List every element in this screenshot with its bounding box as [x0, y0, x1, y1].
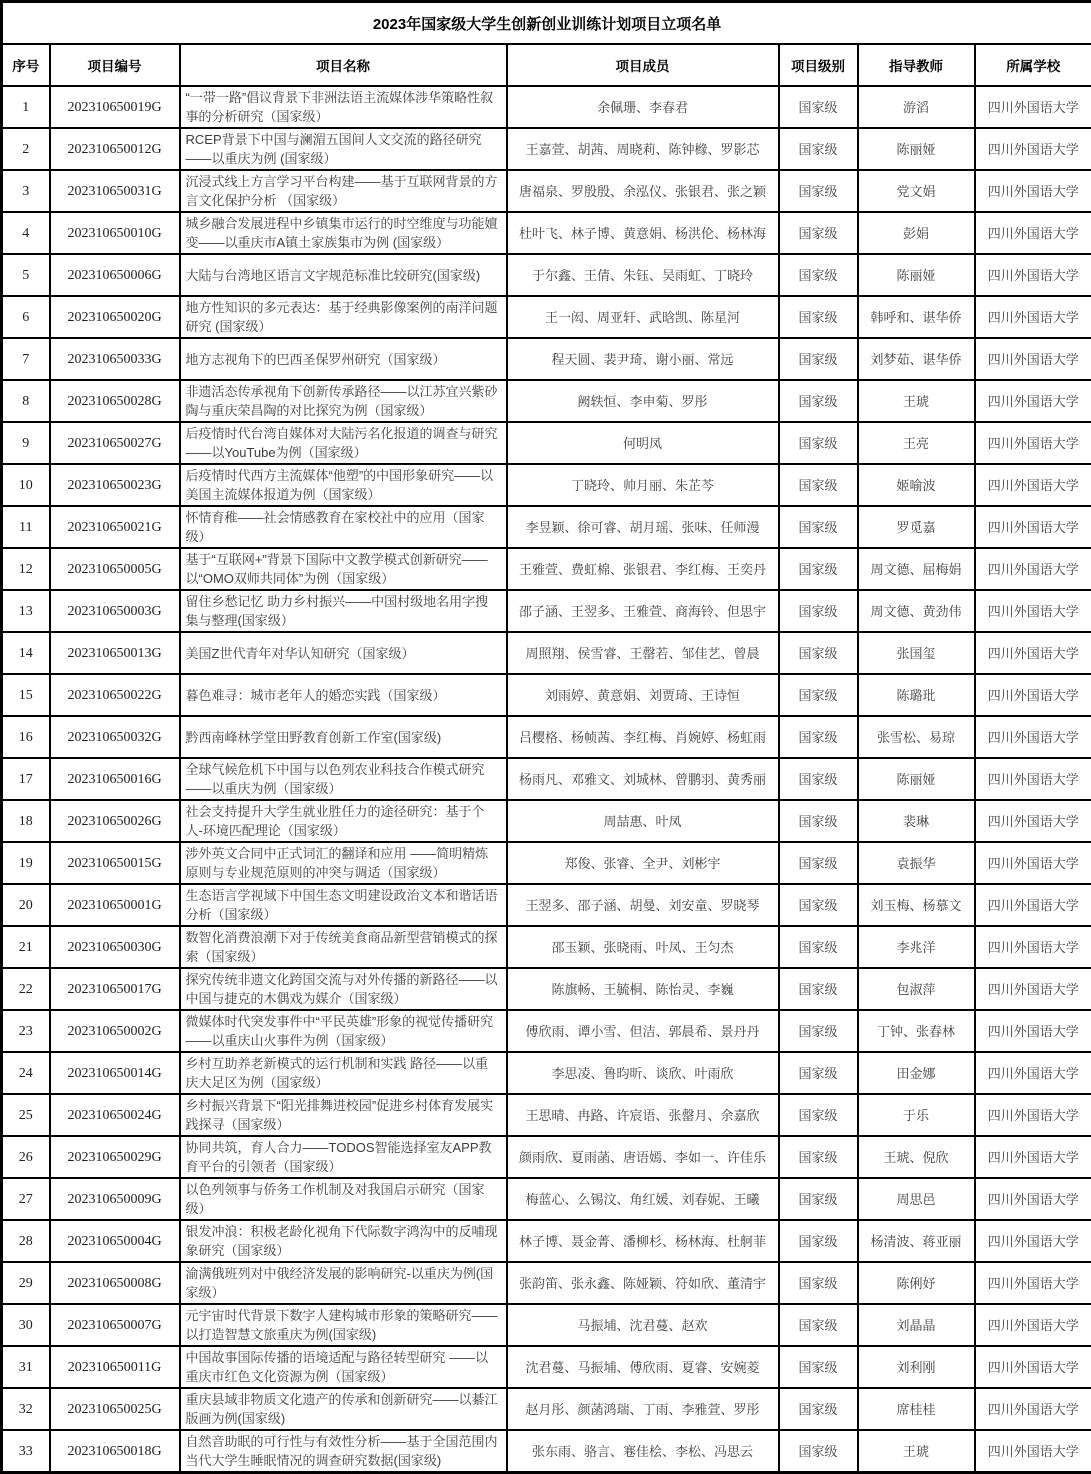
- school-cell: 四川外国语大学: [975, 1430, 1091, 1473]
- level-cell: 国家级: [779, 674, 858, 716]
- level-cell: 国家级: [779, 926, 858, 968]
- level-cell: 国家级: [779, 254, 858, 296]
- members-cell: 张韵笛、张永鑫、陈娅颖、符如欣、董清宇: [507, 1262, 779, 1304]
- level-cell: 国家级: [779, 1178, 858, 1220]
- table-row: [2, 926, 1091, 968]
- advisor-cell: 彭娟: [858, 212, 975, 254]
- no-cell: 28: [2, 1220, 50, 1262]
- level-cell: 国家级: [779, 1430, 858, 1473]
- table-row: [2, 1178, 1091, 1220]
- table-row: [2, 1262, 1091, 1304]
- advisor-cell: 陈丽娅: [858, 758, 975, 800]
- project-id-cell: 202310650015G: [50, 842, 180, 884]
- members-cell: 陈旗畅、王毓桐、陈怡灵、李巍: [507, 968, 779, 1010]
- school-cell: 四川外国语大学: [975, 884, 1091, 926]
- no-cell: 6: [2, 296, 50, 338]
- project-id-cell: 202310650011G: [50, 1346, 180, 1388]
- page-title: 2023年国家级大学生创新创业训练计划项目立项名单: [2, 2, 1091, 45]
- no-cell: 13: [2, 590, 50, 632]
- no-cell: 23: [2, 1010, 50, 1052]
- project-name-cell: 数智化消费浪潮下对于传统美食商品新型营销模式的探索（国家级）: [180, 926, 507, 968]
- project-name-cell: 全球气候危机下中国与以色列农业科技合作模式研究——以重庆为例（国家级）: [180, 758, 507, 800]
- project-id-cell: 202310650009G: [50, 1178, 180, 1220]
- table-row: [2, 212, 1091, 254]
- col-header-project-name: 项目名称: [180, 44, 507, 86]
- school-cell: 四川外国语大学: [975, 170, 1091, 212]
- level-cell: 国家级: [779, 758, 858, 800]
- members-cell: 沈君蔓、马振埔、傅欣雨、夏睿、安婉菱: [507, 1346, 779, 1388]
- no-cell: 17: [2, 758, 50, 800]
- members-cell: 傅欣雨、谭小雪、但洁、郭晨希、景丹丹: [507, 1010, 779, 1052]
- project-name-cell: 沉浸式线上方言学习平台构建——基于互联网背景的方言文化保护分析 （国家级）: [180, 170, 507, 212]
- level-cell: 国家级: [779, 1304, 858, 1346]
- table-row: [2, 128, 1091, 170]
- table-row: [2, 296, 1091, 338]
- school-cell: 四川外国语大学: [975, 254, 1091, 296]
- project-id-cell: 202310650002G: [50, 1010, 180, 1052]
- table-row: [2, 1136, 1091, 1178]
- no-cell: 15: [2, 674, 50, 716]
- project-name-cell: 探究传统非遗文化跨国交流与对外传播的新路径——以中国与捷克的木偶戏为媒介（国家级）: [180, 968, 507, 1010]
- no-cell: 32: [2, 1388, 50, 1430]
- members-cell: 余佩珊、李春君: [507, 86, 779, 128]
- members-cell: 周喆惠、叶凤: [507, 800, 779, 842]
- no-cell: 8: [2, 380, 50, 422]
- members-cell: 郑俊、张睿、全尹、刘彬宇: [507, 842, 779, 884]
- school-cell: 四川外国语大学: [975, 296, 1091, 338]
- project-id-cell: 202310650029G: [50, 1136, 180, 1178]
- table-row: [2, 590, 1091, 632]
- no-cell: 18: [2, 800, 50, 842]
- table-row: [2, 1010, 1091, 1052]
- level-cell: 国家级: [779, 1388, 858, 1430]
- project-id-cell: 202310650032G: [50, 716, 180, 758]
- project-id-cell: 202310650003G: [50, 590, 180, 632]
- school-cell: 四川外国语大学: [975, 1346, 1091, 1388]
- project-name-cell: 社会支持提升大学生就业胜任力的途径研究：基于个人-环境匹配理论（国家级）: [180, 800, 507, 842]
- project-name-cell: 渝满俄班列对中俄经济发展的影响研究-以重庆为例(国家级）: [180, 1262, 507, 1304]
- table-row: [2, 1094, 1091, 1136]
- no-cell: 27: [2, 1178, 50, 1220]
- advisor-cell: 田金娜: [858, 1052, 975, 1094]
- project-name-cell: 生态语言学视域下中国生态文明建设政治文本和谐话语分析（国家级）: [180, 884, 507, 926]
- table-row: [2, 716, 1091, 758]
- advisor-cell: 陈俐妤: [858, 1262, 975, 1304]
- members-cell: 王嘉萱、胡茜、周晓莉、陈钟橼、罗影芯: [507, 128, 779, 170]
- project-name-cell: 中国故事国际传播的语境适配与路径转型研究 ——以重庆市红色文化资源为例（国家级）: [180, 1346, 507, 1388]
- project-name-cell: “一带一路”倡议背景下非洲法语主流媒体涉华策略性叙事的分析研究（国家级）: [180, 86, 507, 128]
- advisor-cell: 杨清波、蒋亚丽: [858, 1220, 975, 1262]
- table-row: [2, 1052, 1091, 1094]
- table-row: [2, 380, 1091, 422]
- level-cell: 国家级: [779, 212, 858, 254]
- project-id-cell: 202310650027G: [50, 422, 180, 464]
- project-id-cell: 202310650020G: [50, 296, 180, 338]
- members-cell: 张东雨、骆言、寋佳桧、李松、冯思云: [507, 1430, 779, 1473]
- level-cell: 国家级: [779, 1346, 858, 1388]
- advisor-cell: 张雪松、易琼: [858, 716, 975, 758]
- table-row: [2, 1304, 1091, 1346]
- table-row: [2, 506, 1091, 548]
- no-cell: 21: [2, 926, 50, 968]
- project-name-cell: 银发冲浪：积极老龄化视角下代际数字鸿沟中的反哺现象研究（国家级）: [180, 1220, 507, 1262]
- project-id-cell: 202310650017G: [50, 968, 180, 1010]
- no-cell: 22: [2, 968, 50, 1010]
- table-row: [2, 422, 1091, 464]
- project-name-cell: 美国Z世代青年对华认知研究（国家级）: [180, 632, 507, 674]
- advisor-cell: 袁振华: [858, 842, 975, 884]
- level-cell: 国家级: [779, 338, 858, 380]
- table-row: [2, 968, 1091, 1010]
- members-cell: 周照翔、侯雪睿、王罄若、邹佳艺、曾晨: [507, 632, 779, 674]
- project-id-cell: 202310650016G: [50, 758, 180, 800]
- members-cell: 马振埔、沈君蔓、赵欢: [507, 1304, 779, 1346]
- table-row: [2, 1346, 1091, 1388]
- no-cell: 20: [2, 884, 50, 926]
- advisor-cell: 丁钟、张春林: [858, 1010, 975, 1052]
- project-name-cell: 乡村振兴背景下“阳光排舞进校园”促进乡村体育发展实践探寻（国家级）: [180, 1094, 507, 1136]
- school-cell: 四川外国语大学: [975, 632, 1091, 674]
- school-cell: 四川外国语大学: [975, 674, 1091, 716]
- level-cell: 国家级: [779, 590, 858, 632]
- school-cell: 四川外国语大学: [975, 1262, 1091, 1304]
- level-cell: 国家级: [779, 464, 858, 506]
- members-cell: 赵月彤、颜菡鸿瑞、丁雨、李雅萱、罗彤: [507, 1388, 779, 1430]
- project-name-cell: 乡村互助养老新模式的运行机制和实践 路径——以重庆大足区为例（国家级）: [180, 1052, 507, 1094]
- table-row: [2, 170, 1091, 212]
- project-name-cell: 留住乡愁记忆 助力乡村振兴——中国村级地名用字搜集与整理(国家级）: [180, 590, 507, 632]
- level-cell: 国家级: [779, 968, 858, 1010]
- advisor-cell: 韩呼和、谌华侨: [858, 296, 975, 338]
- members-cell: 于尔鑫、王倩、朱钰、吴雨虹、丁晓玲: [507, 254, 779, 296]
- level-cell: 国家级: [779, 128, 858, 170]
- table-row: [2, 1430, 1091, 1473]
- project-name-cell: 怀情育稚——社会情感教育在家校社中的应用（国家级）: [180, 506, 507, 548]
- project-id-cell: 202310650026G: [50, 800, 180, 842]
- project-name-cell: 暮色难寻：城市老年人的婚恋实践（国家级）: [180, 674, 507, 716]
- table-row: [2, 86, 1091, 128]
- project-name-cell: 地方性知识的多元表达：基于经典影像案例的南洋问题研究 (国家级）: [180, 296, 507, 338]
- no-cell: 1: [2, 86, 50, 128]
- level-cell: 国家级: [779, 1220, 858, 1262]
- no-cell: 11: [2, 506, 50, 548]
- no-cell: 7: [2, 338, 50, 380]
- members-cell: 杜叶飞、林子博、黄意娟、杨洪伦、杨林海: [507, 212, 779, 254]
- school-cell: 四川外国语大学: [975, 842, 1091, 884]
- project-id-cell: 202310650023G: [50, 464, 180, 506]
- school-cell: 四川外国语大学: [975, 548, 1091, 590]
- level-cell: 国家级: [779, 1136, 858, 1178]
- level-cell: 国家级: [779, 380, 858, 422]
- level-cell: 国家级: [779, 1052, 858, 1094]
- school-cell: 四川外国语大学: [975, 800, 1091, 842]
- advisor-cell: 王亮: [858, 422, 975, 464]
- project-id-cell: 202310650030G: [50, 926, 180, 968]
- level-cell: 国家级: [779, 884, 858, 926]
- project-id-cell: 202310650010G: [50, 212, 180, 254]
- project-name-cell: 非遗活态传承视角下创新传承路径——以江苏宜兴紫砂陶与重庆荣昌陶的对比探究为例（国家级）: [180, 380, 507, 422]
- table-row: [2, 884, 1091, 926]
- no-cell: 4: [2, 212, 50, 254]
- members-cell: 颜雨欣、夏雨菡、唐语嫣、李如一、许佳乐: [507, 1136, 779, 1178]
- col-header-advisor: 指导教师: [858, 44, 975, 86]
- school-cell: 四川外国语大学: [975, 758, 1091, 800]
- project-id-cell: 202310650013G: [50, 632, 180, 674]
- school-cell: 四川外国语大学: [975, 128, 1091, 170]
- project-id-cell: 202310650021G: [50, 506, 180, 548]
- project-name-cell: 地方志视角下的巴西圣保罗州研究（国家级）: [180, 338, 507, 380]
- project-name-cell: 基于“互联网+”背景下国际中文教学模式创新研究——以“OMO双师共同体”为例（国家级）: [180, 548, 507, 590]
- col-header-members: 项目成员: [507, 44, 779, 86]
- no-cell: 19: [2, 842, 50, 884]
- project-id-cell: 202310650022G: [50, 674, 180, 716]
- advisor-cell: 刘玉梅、杨慕文: [858, 884, 975, 926]
- school-cell: 四川外国语大学: [975, 1052, 1091, 1094]
- project-id-cell: 202310650033G: [50, 338, 180, 380]
- advisor-cell: 包淑萍: [858, 968, 975, 1010]
- level-cell: 国家级: [779, 632, 858, 674]
- members-cell: 李思凌、鲁昀昕、谈欣、叶雨欣: [507, 1052, 779, 1094]
- school-cell: 四川外国语大学: [975, 590, 1091, 632]
- project-id-cell: 202310650001G: [50, 884, 180, 926]
- level-cell: 国家级: [779, 86, 858, 128]
- project-id-cell: 202310650014G: [50, 1052, 180, 1094]
- table-row: [2, 632, 1091, 674]
- school-cell: 四川外国语大学: [975, 716, 1091, 758]
- no-cell: 25: [2, 1094, 50, 1136]
- members-cell: 李昱颖、徐可睿、胡月瑶、张味、任师漫: [507, 506, 779, 548]
- members-cell: 王雅萱、费虹棉、张银君、李红梅、王奕丹: [507, 548, 779, 590]
- table-row: [2, 1220, 1091, 1262]
- members-cell: 王思晴、冉路、许宸语、张罄月、余嘉欣: [507, 1094, 779, 1136]
- project-name-cell: 黔西南峰林学堂田野教育创新工作室(国家级): [180, 716, 507, 758]
- level-cell: 国家级: [779, 170, 858, 212]
- advisor-cell: 陈丽娅: [858, 254, 975, 296]
- school-cell: 四川外国语大学: [975, 1220, 1091, 1262]
- table-row: [2, 800, 1091, 842]
- project-name-cell: 后疫情时代西方主流媒体“他塑”的中国形象研究——以美国主流媒体报道为例（国家级）: [180, 464, 507, 506]
- project-name-cell: 微媒体时代突发事件中“平民英雄”形象的视觉传播研究 ——以重庆山火事件为例（国家级）: [180, 1010, 507, 1052]
- table-row: [2, 758, 1091, 800]
- col-header-project-id: 项目编号: [50, 44, 180, 86]
- members-cell: 阙轶恒、李申菊、罗彤: [507, 380, 779, 422]
- school-cell: 四川外国语大学: [975, 1010, 1091, 1052]
- school-cell: 四川外国语大学: [975, 926, 1091, 968]
- level-cell: 国家级: [779, 716, 858, 758]
- no-cell: 33: [2, 1430, 50, 1473]
- project-id-cell: 202310650006G: [50, 254, 180, 296]
- members-cell: 何明凤: [507, 422, 779, 464]
- members-cell: 林子博、聂金菁、潘柳杉、杨林海、杜舸菲: [507, 1220, 779, 1262]
- level-cell: 国家级: [779, 842, 858, 884]
- no-cell: 10: [2, 464, 50, 506]
- school-cell: 四川外国语大学: [975, 464, 1091, 506]
- advisor-cell: 刘晶晶: [858, 1304, 975, 1346]
- project-name-cell: 以色列领事与侨务工作机制及对我国启示研究（国家级）: [180, 1178, 507, 1220]
- table-row: [2, 842, 1091, 884]
- advisor-cell: 李兆洋: [858, 926, 975, 968]
- advisor-cell: 裴琳: [858, 800, 975, 842]
- members-cell: 杨雨凡、邓雅文、刘城林、曾鹏羽、黄秀丽: [507, 758, 779, 800]
- project-id-cell: 202310650007G: [50, 1304, 180, 1346]
- project-id-cell: 202310650018G: [50, 1430, 180, 1473]
- table-row: [2, 1388, 1091, 1430]
- project-name-cell: 后疫情时代台湾自媒体对大陆污名化报道的调查与研究——以YouTube为例（国家级）: [180, 422, 507, 464]
- members-cell: 梅蓝心、么锡汶、角红媛、刘春妮、王曦: [507, 1178, 779, 1220]
- school-cell: 四川外国语大学: [975, 506, 1091, 548]
- no-cell: 16: [2, 716, 50, 758]
- advisor-cell: 姬喻波: [858, 464, 975, 506]
- advisor-cell: 王琥: [858, 380, 975, 422]
- level-cell: 国家级: [779, 1094, 858, 1136]
- level-cell: 国家级: [779, 548, 858, 590]
- project-id-cell: 202310650028G: [50, 380, 180, 422]
- advisor-cell: 周思邑: [858, 1178, 975, 1220]
- school-cell: 四川外国语大学: [975, 1304, 1091, 1346]
- project-name-cell: 协同共筑，育人合力——TODOS智能选择室友APP教育平台的引领者（国家级）: [180, 1136, 507, 1178]
- members-cell: 刘雨婷、黄意娟、刘贾琦、王诗恒: [507, 674, 779, 716]
- school-cell: 四川外国语大学: [975, 1388, 1091, 1430]
- level-cell: 国家级: [779, 800, 858, 842]
- level-cell: 国家级: [779, 422, 858, 464]
- advisor-cell: 刘梦茹、谌华侨: [858, 338, 975, 380]
- members-cell: 丁晓玲、帅月丽、朱芷芩: [507, 464, 779, 506]
- advisor-cell: 席桂桂: [858, 1388, 975, 1430]
- members-cell: 唐福泉、罗殷殷、余泓仪、张银君、张之颖: [507, 170, 779, 212]
- table-row: [2, 464, 1091, 506]
- header-row: [2, 44, 1091, 86]
- advisor-cell: 刘利刚: [858, 1346, 975, 1388]
- members-cell: 程天圆、裴尹琦、谢小丽、常远: [507, 338, 779, 380]
- project-id-cell: 202310650005G: [50, 548, 180, 590]
- no-cell: 5: [2, 254, 50, 296]
- advisor-cell: 张国玺: [858, 632, 975, 674]
- project-name-cell: 自然音助眠的可行性与有效性分析——基于全国范围内当代大学生睡眠情况的调查研究数据(国家级): [180, 1430, 507, 1473]
- col-header-school: 所属学校: [975, 44, 1091, 86]
- project-name-cell: 大陆与台湾地区语言文字规范标准比较研究(国家级): [180, 254, 507, 296]
- no-cell: 26: [2, 1136, 50, 1178]
- level-cell: 国家级: [779, 506, 858, 548]
- table-row: [2, 548, 1091, 590]
- school-cell: 四川外国语大学: [975, 86, 1091, 128]
- no-cell: 2: [2, 128, 50, 170]
- project-name-cell: 元宇宙时代背景下数字人建构城市形象的策略研究——以打造智慧文旅重庆为例(国家级): [180, 1304, 507, 1346]
- table-row: [2, 338, 1091, 380]
- table-row: [2, 254, 1091, 296]
- project-id-cell: 202310650025G: [50, 1388, 180, 1430]
- school-cell: 四川外国语大学: [975, 380, 1091, 422]
- advisor-cell: 于乐: [858, 1094, 975, 1136]
- table-row: [2, 674, 1091, 716]
- advisor-cell: 陈璐玭: [858, 674, 975, 716]
- project-name-cell: RCEP背景下中国与澜湄五国间人文交流的路径研究——以重庆为例 (国家级）: [180, 128, 507, 170]
- title-row: [2, 2, 1091, 45]
- school-cell: 四川外国语大学: [975, 1094, 1091, 1136]
- table-body: [2, 86, 1091, 1473]
- members-cell: 邵子涵、王翌多、王雅萱、商海铃、但思宇: [507, 590, 779, 632]
- advisor-cell: 王琥: [858, 1430, 975, 1473]
- advisor-cell: 周文德、黄劲伟: [858, 590, 975, 632]
- school-cell: 四川外国语大学: [975, 212, 1091, 254]
- advisor-cell: 游滔: [858, 86, 975, 128]
- school-cell: 四川外国语大学: [975, 1136, 1091, 1178]
- advisor-cell: 周文德、屈梅娟: [858, 548, 975, 590]
- project-name-cell: 城乡融合发展进程中乡镇集市运行的时空维度与功能嬗变——以重庆市A镇土家族集市为例 (国家级）: [180, 212, 507, 254]
- project-id-cell: 202310650004G: [50, 1220, 180, 1262]
- project-id-cell: 202310650024G: [50, 1094, 180, 1136]
- no-cell: 9: [2, 422, 50, 464]
- school-cell: 四川外国语大学: [975, 968, 1091, 1010]
- members-cell: 王翌多、邵子涵、胡曼、刘安童、罗晓琴: [507, 884, 779, 926]
- no-cell: 30: [2, 1304, 50, 1346]
- project-id-cell: 202310650008G: [50, 1262, 180, 1304]
- members-cell: 邵玉颖、张晓雨、叶凤、王匀杰: [507, 926, 779, 968]
- project-name-cell: 涉外英文合同中正式词汇的翻译和应用 ——简明精炼原则与专业规范原则的冲突与调适（国家级）: [180, 842, 507, 884]
- project-id-cell: 202310650012G: [50, 128, 180, 170]
- project-name-cell: 重庆县域非物质文化遗产的传承和创新研究——以綦江版画为例(国家级): [180, 1388, 507, 1430]
- col-header-level: 项目级别: [779, 44, 858, 86]
- no-cell: 3: [2, 170, 50, 212]
- project-id-cell: 202310650031G: [50, 170, 180, 212]
- members-cell: 吕樱格、杨帧茜、李红梅、肖婉婷、杨虹雨: [507, 716, 779, 758]
- no-cell: 24: [2, 1052, 50, 1094]
- no-cell: 14: [2, 632, 50, 674]
- col-header-no: 序号: [2, 44, 50, 86]
- advisor-cell: 罗觅嘉: [858, 506, 975, 548]
- level-cell: 国家级: [779, 1262, 858, 1304]
- project-id-cell: 202310650019G: [50, 86, 180, 128]
- no-cell: 12: [2, 548, 50, 590]
- advisor-cell: 党文娟: [858, 170, 975, 212]
- members-cell: 王一闳、周亚轩、武晗凯、陈星河: [507, 296, 779, 338]
- level-cell: 国家级: [779, 296, 858, 338]
- no-cell: 31: [2, 1346, 50, 1388]
- advisor-cell: 陈丽娅: [858, 128, 975, 170]
- no-cell: 29: [2, 1262, 50, 1304]
- level-cell: 国家级: [779, 1010, 858, 1052]
- school-cell: 四川外国语大学: [975, 338, 1091, 380]
- school-cell: 四川外国语大学: [975, 1178, 1091, 1220]
- school-cell: 四川外国语大学: [975, 422, 1091, 464]
- advisor-cell: 王琥、倪欣: [858, 1136, 975, 1178]
